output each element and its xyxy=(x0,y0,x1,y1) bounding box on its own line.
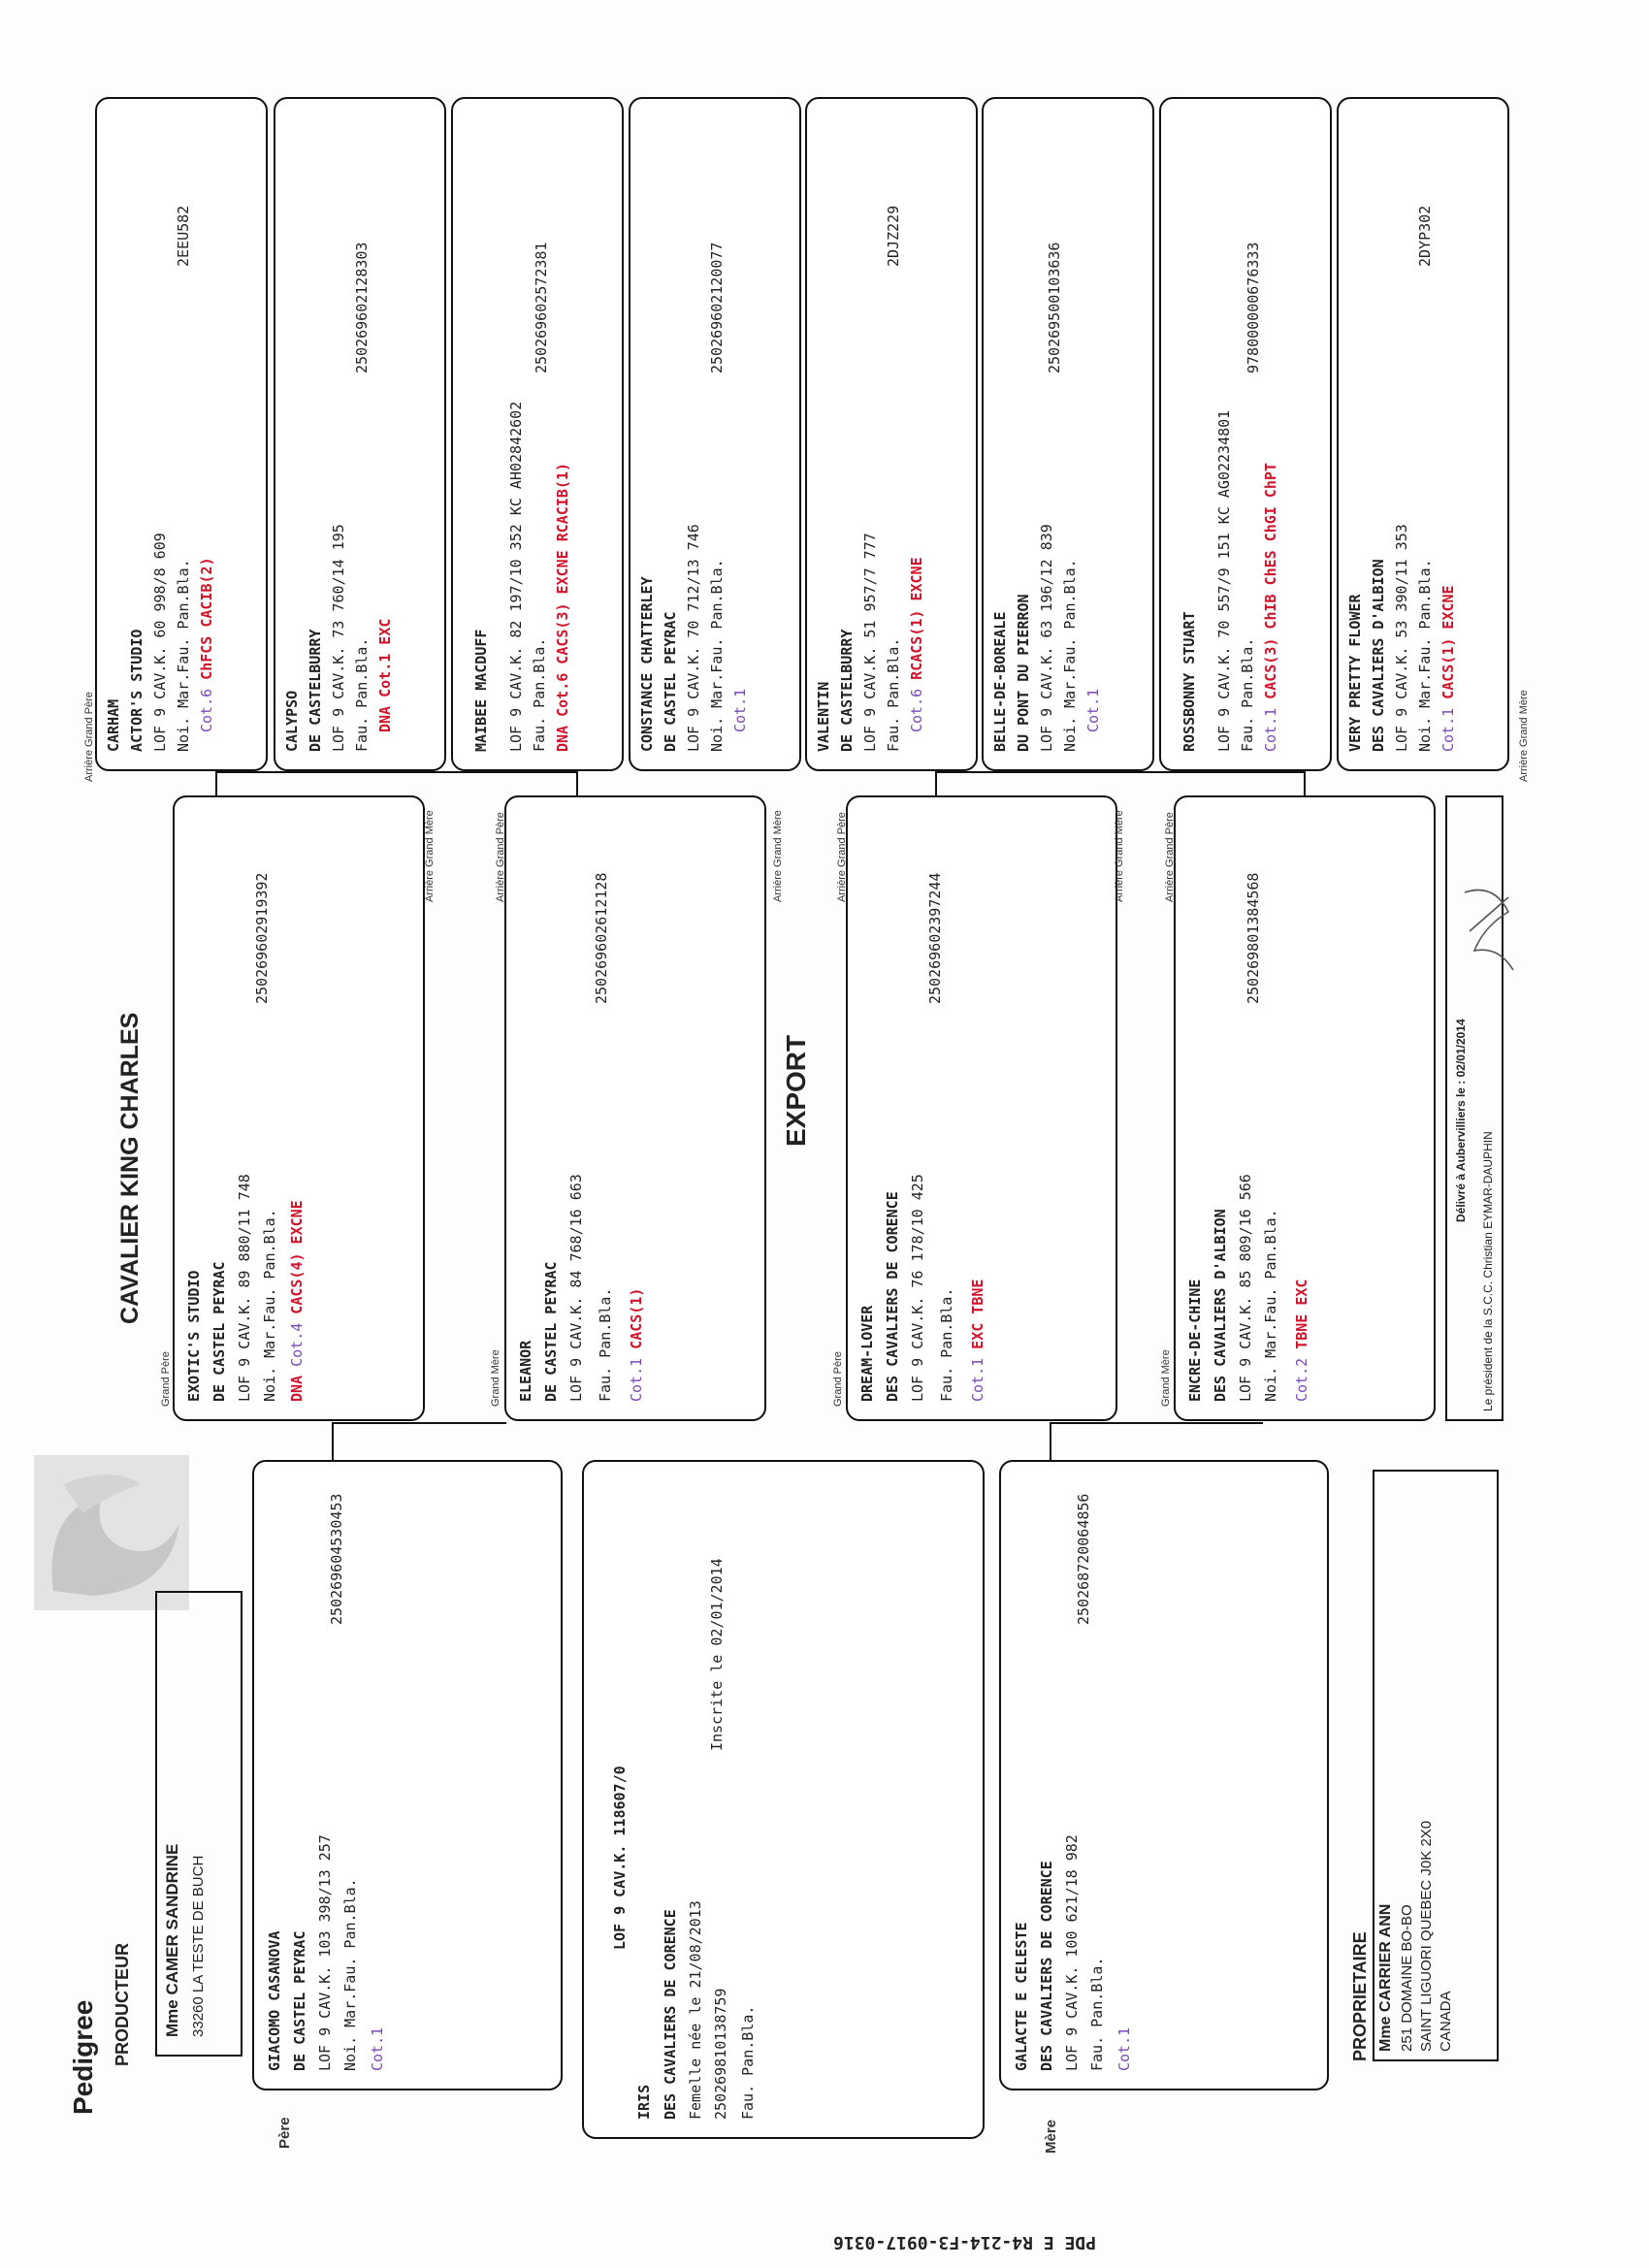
ggm3-chip: 250269500103636 xyxy=(1046,242,1063,373)
owner-name: Mme CARRIER ANN xyxy=(1377,1903,1394,2052)
titles: CACS(1) xyxy=(628,1287,645,1349)
ggm4-kennel: DES CAVALIERS D'ALBION xyxy=(1370,559,1387,752)
gp-maternal-titles xyxy=(969,1280,986,1402)
ggm3-name: BELLE-DE-BOREALE xyxy=(991,611,1009,752)
connector xyxy=(935,771,1304,773)
export-label: EXPORT xyxy=(781,1034,811,1147)
ggm2-lof: LOF 9 CAV.K. 70 712/13 746 xyxy=(685,524,702,752)
certification-line-2: Le président de la S.C.C. Christian EYMAR-DAUPHIN xyxy=(1481,1131,1495,1411)
cot-badge: Cot.1 xyxy=(969,1357,986,1402)
ggm1-name: CALYPSO xyxy=(283,690,301,752)
gm-maternal-name: ENCRE-DE-CHINE xyxy=(1186,1279,1204,1402)
titles: TBNE EXC xyxy=(1293,1279,1310,1349)
dam-cot: Cot.1 xyxy=(1116,2026,1133,2071)
ggp2-lof: LOF 9 CAV.K. 82 197/10 352 KC AH02842602 xyxy=(507,401,525,752)
gp-maternal-chip: 250269602397244 xyxy=(926,872,944,1004)
ggp2-name: MAIBEE MACDUFF xyxy=(472,629,490,752)
label-grand-pere: Grand Père xyxy=(832,1351,844,1407)
ggp2-chip: 250269602572381 xyxy=(533,242,550,373)
cot-badge: Cot.2 xyxy=(1293,1357,1310,1402)
ggm3-kennel: DU PONT DU PIERRON xyxy=(1015,594,1032,752)
label-arriere-grand-pere: Arrière Grand Père xyxy=(495,812,506,902)
sire-cot: Cot.1 xyxy=(369,2026,386,2071)
gp-maternal-kennel: DES CAVALIERS DE CORENCE xyxy=(884,1191,901,1402)
label-arriere-grand-pere: Arrière Grand Père xyxy=(1164,812,1176,902)
subject-inscrite: Inscrite le 02/01/2014 xyxy=(708,1558,726,1751)
connector xyxy=(576,771,578,795)
doc-title: Pedigree xyxy=(68,1999,98,2115)
owner-address-1: 251 DOMAINE BO-BO xyxy=(1399,1904,1415,2052)
gp-paternal-titles xyxy=(288,1200,306,1402)
ggm3-lof: LOF 9 CAV.K. 63 196/12 839 xyxy=(1038,524,1055,752)
label-arriere-grand-mere: Arrière Grand Mère xyxy=(1518,690,1530,782)
connector xyxy=(1304,771,1306,795)
ggp3-lof: LOF 9 CAV.K. 51 957/7 777 xyxy=(861,533,879,752)
cot-badge: Cot.6 xyxy=(908,688,925,732)
titles: ChFCS CACIB(2) xyxy=(198,557,215,680)
sire-kennel: DE CASTEL PEYRAC xyxy=(291,1930,308,2071)
subject-kennel: DES CAVALIERS DE CORENCE xyxy=(662,1909,679,2120)
titles: CACS(1) EXCNE xyxy=(1439,585,1457,699)
connector xyxy=(215,771,576,773)
subject-reg: LOF 9 CAV.K. 118607/0 xyxy=(611,1766,629,1950)
signature-graphic xyxy=(1455,873,1523,980)
ggp2-titles xyxy=(554,463,571,752)
gp-paternal-lof: LOF 9 CAV.K. 89 880/11 748 xyxy=(236,1174,253,1402)
ggm1-titles xyxy=(376,619,394,732)
cot-badge: Cot.1 xyxy=(376,653,394,697)
ggp3-name: VALENTIN xyxy=(815,681,832,752)
subject-color: Fau. Pan.Bla. xyxy=(739,2005,757,2120)
gm-maternal-kennel: DES CAVALIERS D'ALBION xyxy=(1212,1209,1229,1402)
ggm1-color: Fau. Pan.Bla. xyxy=(353,637,371,752)
ggm2-name: CONSTANCE CHATTERLEY xyxy=(638,576,656,752)
ggm4-chip: 2DYP302 xyxy=(1416,205,1434,267)
label-mere: Mère xyxy=(1043,2119,1059,2154)
footer-code: PDE E R4-214-F3-0917-0316 xyxy=(833,2232,1096,2252)
ggp1-titles xyxy=(198,557,215,732)
label-pere: Père xyxy=(276,2117,293,2149)
subject-chip: 250269810138759 xyxy=(712,1988,729,2120)
ggm1-lof: LOF 9 CAV.K. 73 760/14 195 xyxy=(330,524,347,752)
connector xyxy=(935,771,937,795)
sire-chip: 250269604530453 xyxy=(328,1493,345,1625)
producer-label: PRODUCTEUR xyxy=(113,1942,132,2066)
ggp1-chip: 2EEU582 xyxy=(175,205,192,267)
ggm4-color: Noi. Mar.Fau. Pan.Bla. xyxy=(1416,559,1434,752)
titles: EXC TBNE xyxy=(969,1279,986,1349)
ggp3-color: Fau. Pan.Bla. xyxy=(885,637,902,752)
gm-paternal-lof: LOF 9 CAV.K. 84 768/16 663 xyxy=(567,1174,585,1402)
sire-lof: LOF 9 CAV.K. 103 398/13 257 xyxy=(316,1834,334,2071)
subject-card xyxy=(582,1460,985,2139)
gm-maternal-lof: LOF 9 CAV.K. 85 809/16 566 xyxy=(1237,1174,1254,1402)
ggm2-color: Noi. Mar.Fau. Pan.Bla. xyxy=(708,559,726,752)
titles: CACS(3) ChIB ChES ChGI ChPT xyxy=(1262,462,1279,699)
titles: EXC xyxy=(376,618,394,645)
connector xyxy=(215,771,217,795)
dam-name: GALACTE E CELESTE xyxy=(1013,1922,1030,2071)
connector xyxy=(1050,1422,1263,1424)
ggp1-kennel: ACTOR'S STUDIO xyxy=(128,629,146,752)
gm-paternal-name: ELEANOR xyxy=(517,1340,534,1402)
label-arriere-grand-mere: Arrière Grand Mère xyxy=(1114,810,1125,902)
certification-line-1: Délivré à Aubervilliers le : 02/01/2014 xyxy=(1454,1019,1468,1222)
cot-badge: Cot.1 xyxy=(1439,707,1457,752)
gp-maternal-color: Fau. Pan.Bla. xyxy=(938,1287,955,1402)
connector xyxy=(332,1422,506,1424)
gm-maternal-chip: 250269801384568 xyxy=(1245,872,1262,1004)
gp-paternal-kennel: DE CASTEL PEYRAC xyxy=(210,1261,228,1402)
dam-lof: LOF 9 CAV.K. 100 621/18 982 xyxy=(1063,1834,1081,2071)
cot-badge: Cot.6 xyxy=(554,672,571,717)
owner-label: PROPRIETAIRE xyxy=(1350,1931,1370,2061)
ggp4-lof: LOF 9 CAV.K. 70 557/9 151 KC AG02234801 xyxy=(1215,409,1233,752)
subject-born: Femelle née le 21/08/2013 xyxy=(687,1900,704,2120)
ggp4-color: Fau. Pan.Bla. xyxy=(1239,637,1256,752)
ggp4-titles xyxy=(1262,463,1279,752)
label-grand-pere: Grand Père xyxy=(160,1351,172,1407)
label-grand-mere: Grand Mère xyxy=(490,1349,501,1407)
dam-kennel: DES CAVALIERS DE CORENCE xyxy=(1038,1861,1055,2071)
dam-chip: 250268720064856 xyxy=(1075,1493,1092,1625)
ggm3-color: Noi. Mar.Fau. Pan.Bla. xyxy=(1061,559,1079,752)
owner-address-2: SAINT LIGUORI QUEBEC J0K 2X0 xyxy=(1418,1820,1435,2052)
ggp3-chip: 2DJZ229 xyxy=(885,205,902,267)
ggm4-name: VERY PRETTY FLOWER xyxy=(1346,594,1364,752)
gp-maternal-name: DREAM-LOVER xyxy=(858,1305,876,1402)
label-arriere-grand-pere: Arrière Grand Père xyxy=(836,812,848,902)
gm-paternal-titles xyxy=(628,1288,645,1402)
ggm3-cot: Cot.1 xyxy=(1084,688,1102,732)
ggm1-kennel: DE CASTELBURRY xyxy=(307,629,324,752)
ggm2-chip: 250269602120077 xyxy=(708,242,726,373)
producer-city: 33260 LA TESTE DE BUCH xyxy=(190,1855,207,2037)
ggp2-color: Fau. Pan.Bla. xyxy=(531,637,548,752)
ggp3-kennel: DE CASTELBURRY xyxy=(838,629,856,752)
ggm2-kennel: DE CASTEL PEYRAC xyxy=(662,611,679,752)
subject-name: IRIS xyxy=(635,2084,653,2120)
producer-name: Mme CAMER SANDRINE xyxy=(163,1843,181,2037)
sire-name: GIACOMO CASANOVA xyxy=(266,1930,283,2071)
cot-badge: Cot.1 xyxy=(628,1357,645,1402)
ggm4-lof: LOF 9 CAV.K. 53 390/11 353 xyxy=(1393,524,1410,752)
label-arriere-grand-mere: Arrière Grand Mère xyxy=(424,810,436,902)
gm-maternal-color: Noi. Mar.Fau. Pan.Bla. xyxy=(1262,1209,1279,1402)
ggm1-chip: 250269602128303 xyxy=(353,242,371,373)
label-grand-mere: Grand Mère xyxy=(1160,1349,1172,1407)
ggm2-cot: Cot.1 xyxy=(731,688,749,732)
ggp1-name: CARHAM xyxy=(105,698,122,752)
dna-badge: DNA xyxy=(376,705,394,732)
gp-paternal-name: EXOTIC'S STUDIO xyxy=(185,1270,203,1402)
ggp3-titles xyxy=(908,557,925,732)
owner-address-3: CANADA xyxy=(1438,1991,1454,2052)
cot-badge: Cot.1 xyxy=(1262,707,1279,752)
gp-paternal-color: Noi. Mar.Fau. Pan.Bla. xyxy=(261,1209,278,1402)
titles: RCACS(1) EXCNE xyxy=(908,557,925,680)
ggm4-titles xyxy=(1439,585,1457,752)
titles: CACS(3) EXCNE RCACIB(1) xyxy=(554,462,571,664)
ggp4-name: ROSSBONNY STUART xyxy=(1180,611,1198,752)
ggp1-lof: LOF 9 CAV.K. 60 998/8 609 xyxy=(151,533,169,752)
ggp1-color: Noi. Mar.Fau. Pan.Bla. xyxy=(175,559,192,752)
connector xyxy=(332,1422,334,1461)
dam-color: Fau. Pan.Bla. xyxy=(1088,1957,1106,2071)
dna-badge: DNA xyxy=(554,725,571,752)
sire-color: Noi. Mar.Fau. Pan.Bla. xyxy=(341,1878,359,2071)
cot-badge: Cot.6 xyxy=(198,688,215,732)
label-arriere-grand-mere: Arrière Grand Mère xyxy=(772,810,784,902)
breed-title: CAVALIER KING CHARLES xyxy=(116,1012,144,1324)
gp-paternal-chip: 250269602919392 xyxy=(253,872,271,1004)
gm-paternal-color: Fau. Pan.Bla. xyxy=(597,1287,614,1402)
gm-paternal-chip: 250269602612128 xyxy=(593,872,610,1004)
gm-maternal-titles xyxy=(1293,1280,1310,1402)
gp-maternal-lof: LOF 9 CAV.K. 76 178/10 425 xyxy=(909,1174,926,1402)
dna-badge: DNA xyxy=(288,1375,306,1402)
titles: CACS(4) EXCNE xyxy=(288,1200,306,1314)
label-arriere-grand-pere: Arrière Grand Père xyxy=(83,692,95,782)
cot-badge: Cot.4 xyxy=(288,1322,306,1367)
ggp4-chip: 978000000676333 xyxy=(1245,242,1262,373)
connector xyxy=(1050,1422,1051,1461)
scc-logo xyxy=(34,1455,189,1610)
gm-paternal-kennel: DE CASTEL PEYRAC xyxy=(542,1261,560,1402)
